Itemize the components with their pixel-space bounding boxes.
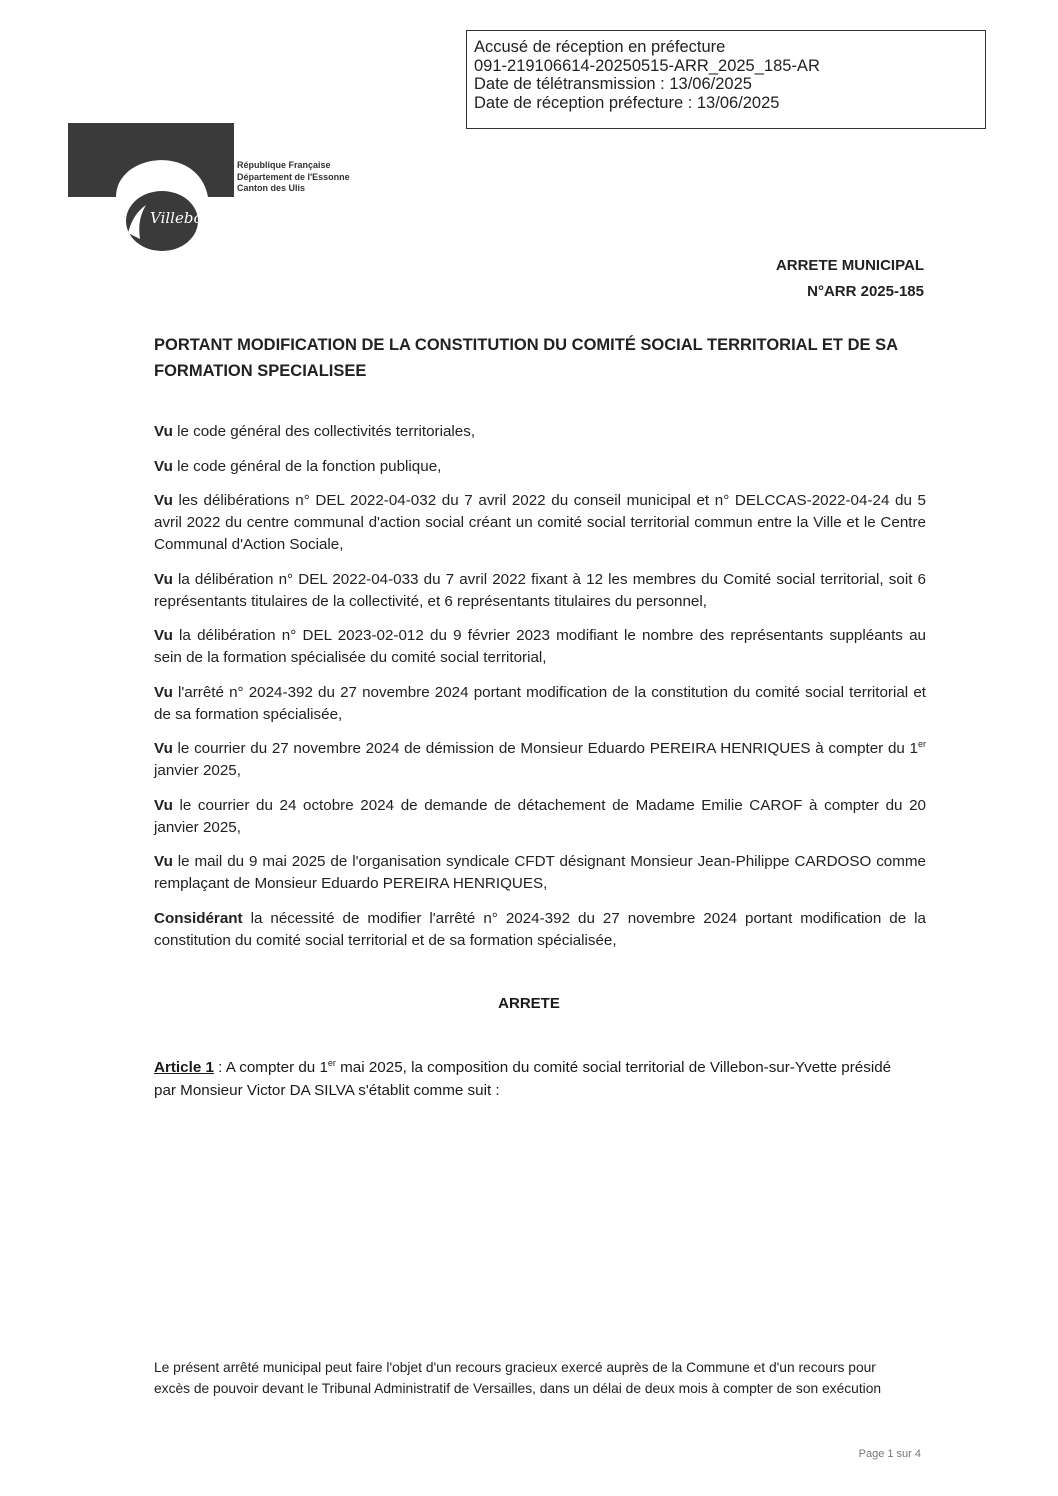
decree-header — [776, 253, 924, 305]
stamp-line-2: 091-219106614-20250515-ARR_2025_185-AR — [474, 56, 820, 75]
logo-line-2: Département de l'Essonne — [237, 171, 350, 182]
recital: Considérant la nécessité de modifier l'arrêté n° 2024-392 du 27 novembre 2024 portant modification de la constitution du comité social territorial et de sa formation spécialisée, — [154, 909, 926, 949]
recital: Vu le code général des collectivités territoriales, — [154, 423, 476, 440]
page-number: Page 1 sur 4 — [858, 1448, 921, 1460]
logo-line-1: République Française — [237, 160, 331, 170]
recitals — [154, 421, 926, 964]
stamp-line-3: Date de télétransmission : 13/06/2025 — [474, 75, 752, 93]
logo-caption — [237, 160, 350, 195]
legal-notice: Le présent arrêté municipal peut faire l'objet d'un recours gracieux exercé auprès de la Commune et d'un recours pour excès de pouvoir devant le Tribunal Administratif de Versailles, dans un délai de deux mois à compter de son exécution — [154, 1360, 882, 1396]
recital: Vu le courrier du 27 novembre 2024 de démission de Monsieur Eduardo PEREIRA HENRIQUES à compter du 1er janvier 2025, — [154, 738, 926, 779]
prefecture-receipt-stamp — [466, 30, 986, 129]
stamp-line-1: Accusé de réception en préfecture — [474, 38, 726, 56]
recital: Vu le code général de la fonction publique, — [154, 457, 442, 475]
recital: Vu la délibération n° DEL 2023-02-012 du 9 février 2023 modifiant le nombre des représentants suppléants au sein de la formation spécialisée du comité social territorial, — [154, 627, 926, 666]
recital: Vu le courrier du 24 octobre 2024 de demande de détachement de Madame Emilie CAROF à compter du 20 janvier 2025, — [154, 796, 926, 836]
decree-title: PORTANT MODIFICATION DE LA CONSTITUTION DU COMITÉ SOCIAL TERRITORIAL ET DE SA FORMATION SPECIALISEE — [154, 336, 898, 380]
logo-text: Villebon sur Yvette — [150, 209, 295, 227]
decree-type: ARRETE MUNICIPAL — [775, 257, 924, 274]
logo-line-3: Canton des Ulis — [237, 183, 306, 193]
stamp-line-4: Date de réception préfecture : 13/06/2025 — [474, 93, 780, 112]
decree-number: N°ARR 2025-185 — [807, 283, 924, 300]
recital: Vu les délibérations n° DEL 2022-04-032 du 7 avril 2022 du conseil municipal et n° DELCCAS-2022-04-24 du 5 avril 2022 du centre communal d'action social créant un comité social territorial commun entre la Ville et le Centre Communal d'Action Sociale, — [154, 492, 926, 553]
recital: Vu le mail du 9 mai 2025 de l'organisation syndicale CFDT désignant Monsieur Jean-Philippe CARDOSO comme remplaçant de Monsieur Eduardo PEREIRA HENRIQUES, — [154, 853, 926, 892]
recital: Vu l'arrêté n° 2024-392 du 27 novembre 2024 portant modification de la constitution du comité social territorial et de sa formation spécialisée, — [154, 683, 926, 723]
recital: Vu la délibération n° DEL 2022-04-033 du 7 avril 2022 fixant à 12 les membres du Comité social territorial, soit 6 représentants titulaires de la collectivité, et 6 représentants titulaires du personnel, — [154, 570, 926, 610]
article-1-label: Article 1 — [154, 1059, 214, 1076]
article-1: Article 1 : A compter du 1er mai 2025, la composition du comité social territorial de Villebon-sur-Yvette présidé par Monsieur Victor DA SILVA s'établit comme suit : — [154, 1057, 892, 1099]
arrete-heading: ARRETE — [498, 995, 560, 1012]
